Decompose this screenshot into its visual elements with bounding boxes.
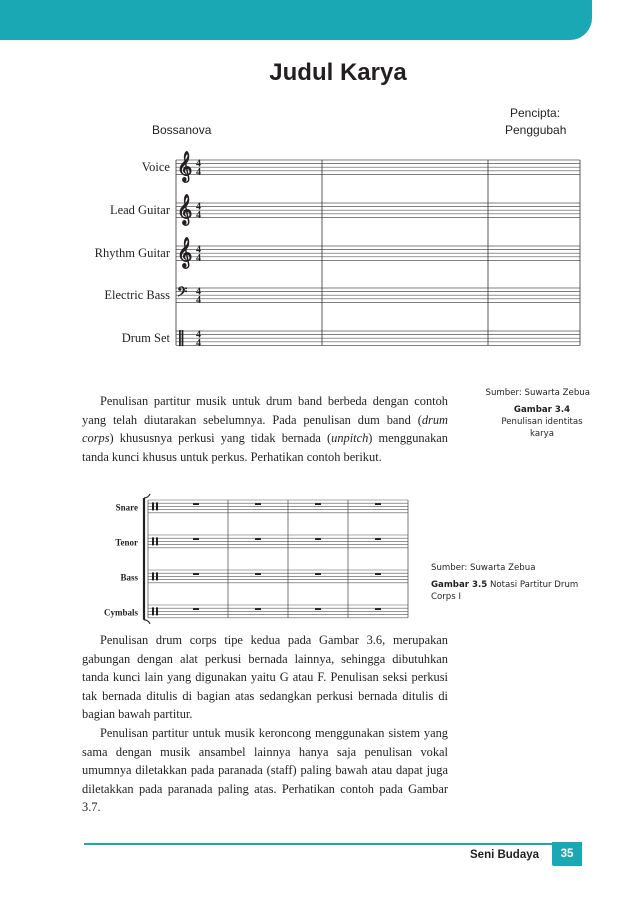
staff-row [142, 150, 580, 184]
page-number: 35 [552, 842, 582, 866]
percussion-clef-icon [152, 502, 154, 510]
percussion-clef-icon [152, 607, 154, 615]
whole-rest-icon [315, 503, 321, 505]
drum-instrument-label: Cymbals [103, 607, 138, 618]
percussion-clef-icon [152, 572, 154, 580]
time-signature-top: 4 [196, 201, 201, 213]
bass-clef-icon: 𝄢 [177, 284, 188, 304]
paragraph-group [82, 631, 448, 817]
percussion-clef-icon [156, 502, 158, 510]
footer-rule [84, 843, 554, 845]
top-header-bar [0, 0, 592, 40]
whole-rest-icon [255, 538, 261, 540]
paragraph-1 [82, 392, 448, 466]
drum-corps-score-figure [86, 488, 418, 628]
treble-clef-icon: 𝄞 [177, 238, 193, 269]
paragraph-1-text-c: ) menggunakan tanda kunci khusus untuk perkus. Perhatikan contoh berikut. [82, 431, 449, 464]
time-signature-top: 4 [196, 158, 201, 170]
treble-clef-icon: 𝄞 [177, 152, 193, 183]
whole-rest-icon [193, 503, 199, 505]
figure2-caption-text: Notasi Partitur Drum Corps I [431, 580, 579, 602]
staff-row [122, 327, 580, 349]
instrument-label: Rhythm Guitar [94, 246, 170, 261]
whole-rest-icon [315, 538, 321, 540]
drum-staff-row [116, 500, 408, 513]
staff-row [95, 236, 580, 270]
time-signature-bottom: 4 [196, 210, 201, 222]
score-title: Judul Karya [269, 59, 407, 86]
time-signature-top: 4 [196, 244, 201, 256]
time-signature-bottom: 4 [196, 295, 201, 307]
percussion-clef-icon [156, 607, 158, 615]
paragraph-1-emphasis-a: drum corps [82, 412, 448, 446]
percussion-clef-icon [156, 537, 158, 545]
time-signature-bottom: 4 [196, 167, 201, 179]
whole-rest-icon [193, 538, 199, 540]
figure2-source: Sumber: Suwarta Zebua [431, 563, 536, 573]
composer-label: Pencipta: [510, 106, 561, 120]
treble-clef-icon: 𝄞 [177, 195, 193, 226]
whole-rest-icon [193, 608, 199, 610]
percussion-clef-icon [152, 537, 154, 545]
drum-staff-row [104, 605, 408, 618]
paragraph-2: Penulisan drum corps tipe kedua pada Gambar 3.6, merupakan gabungan dengan alat perkusi bernada lainnya, sehingga dibutuhkan tanda kunci lain yang digunakan yaitu G atau F. Penulisan seksi perkusi tak bernada ditulis di bagian atas sedangkan perkusi bernada ditulis di bagian bawah partitur. [82, 633, 448, 722]
whole-rest-icon [375, 608, 381, 610]
time-signature-bottom: 4 [196, 253, 201, 265]
drum-instrument-label: Bass [120, 572, 138, 583]
instrument-label: Electric Bass [104, 288, 170, 303]
figure1-source: Sumber: Suwarta Zebua [485, 388, 590, 398]
whole-rest-icon [255, 573, 261, 575]
whole-rest-icon [315, 573, 321, 575]
whole-rest-icon [255, 503, 261, 505]
time-signature-top: 4 [196, 329, 201, 341]
paragraph-3: Penulisan partitur untuk musik keroncong menggunakan sistem yang sama dengan musik ansambel lainnya hanya saja penulisan vokal umumnya diletakkan pada paranada (staff) paling bawah atau dapat juga diletakkan pada paranada paling atas. Perhatikan contoh pada Gambar 3.7. [82, 725, 448, 815]
figure2-label: Gambar 3.5 [431, 580, 488, 590]
system-bracket-top [144, 494, 150, 498]
whole-rest-icon [375, 573, 381, 575]
composer-name: Penggubah [505, 123, 567, 137]
score-identity-figure [84, 50, 592, 375]
paragraph-1-text-b: ) khususnya perkusi yang tidak bernada ( [109, 431, 332, 446]
drum-staff-row [115, 535, 408, 548]
figure1-caption-text: Penulisan identitas karya [501, 417, 583, 439]
instrument-label: Drum Set [121, 331, 170, 346]
whole-rest-icon [375, 538, 381, 540]
time-signature-bottom: 4 [196, 338, 201, 350]
whole-rest-icon [255, 608, 261, 610]
percussion-clef-icon [156, 572, 158, 580]
whole-rest-icon [193, 573, 199, 575]
time-signature-top: 4 [196, 286, 201, 298]
paragraph-1-text-a: Penulisan partitur musik untuk drum band berbeda dengan contoh yang telah diutarakan sebelumnya. Pada penulisan dum band ( [82, 394, 448, 427]
system-bracket-bottom [144, 620, 150, 624]
drum-staff-row [120, 570, 408, 583]
figure1-label: Gambar 3.4 [513, 405, 571, 415]
score-style: Bossanova [152, 123, 212, 137]
instrument-label: Lead Guitar [109, 203, 170, 218]
figure1-caption [480, 387, 590, 440]
whole-rest-icon [315, 608, 321, 610]
figure2-caption [431, 562, 581, 603]
percussion-clef-icon: ‖ [177, 327, 185, 347]
book-title: Seni Budaya [470, 849, 540, 861]
whole-rest-icon [375, 503, 381, 505]
paragraph-1-emphasis-b: unpitch [331, 431, 369, 446]
drum-instrument-label: Snare [115, 502, 138, 513]
drum-instrument-label: Tenor [115, 537, 138, 548]
staff-row [110, 193, 580, 227]
instrument-label: Voice [141, 160, 170, 175]
